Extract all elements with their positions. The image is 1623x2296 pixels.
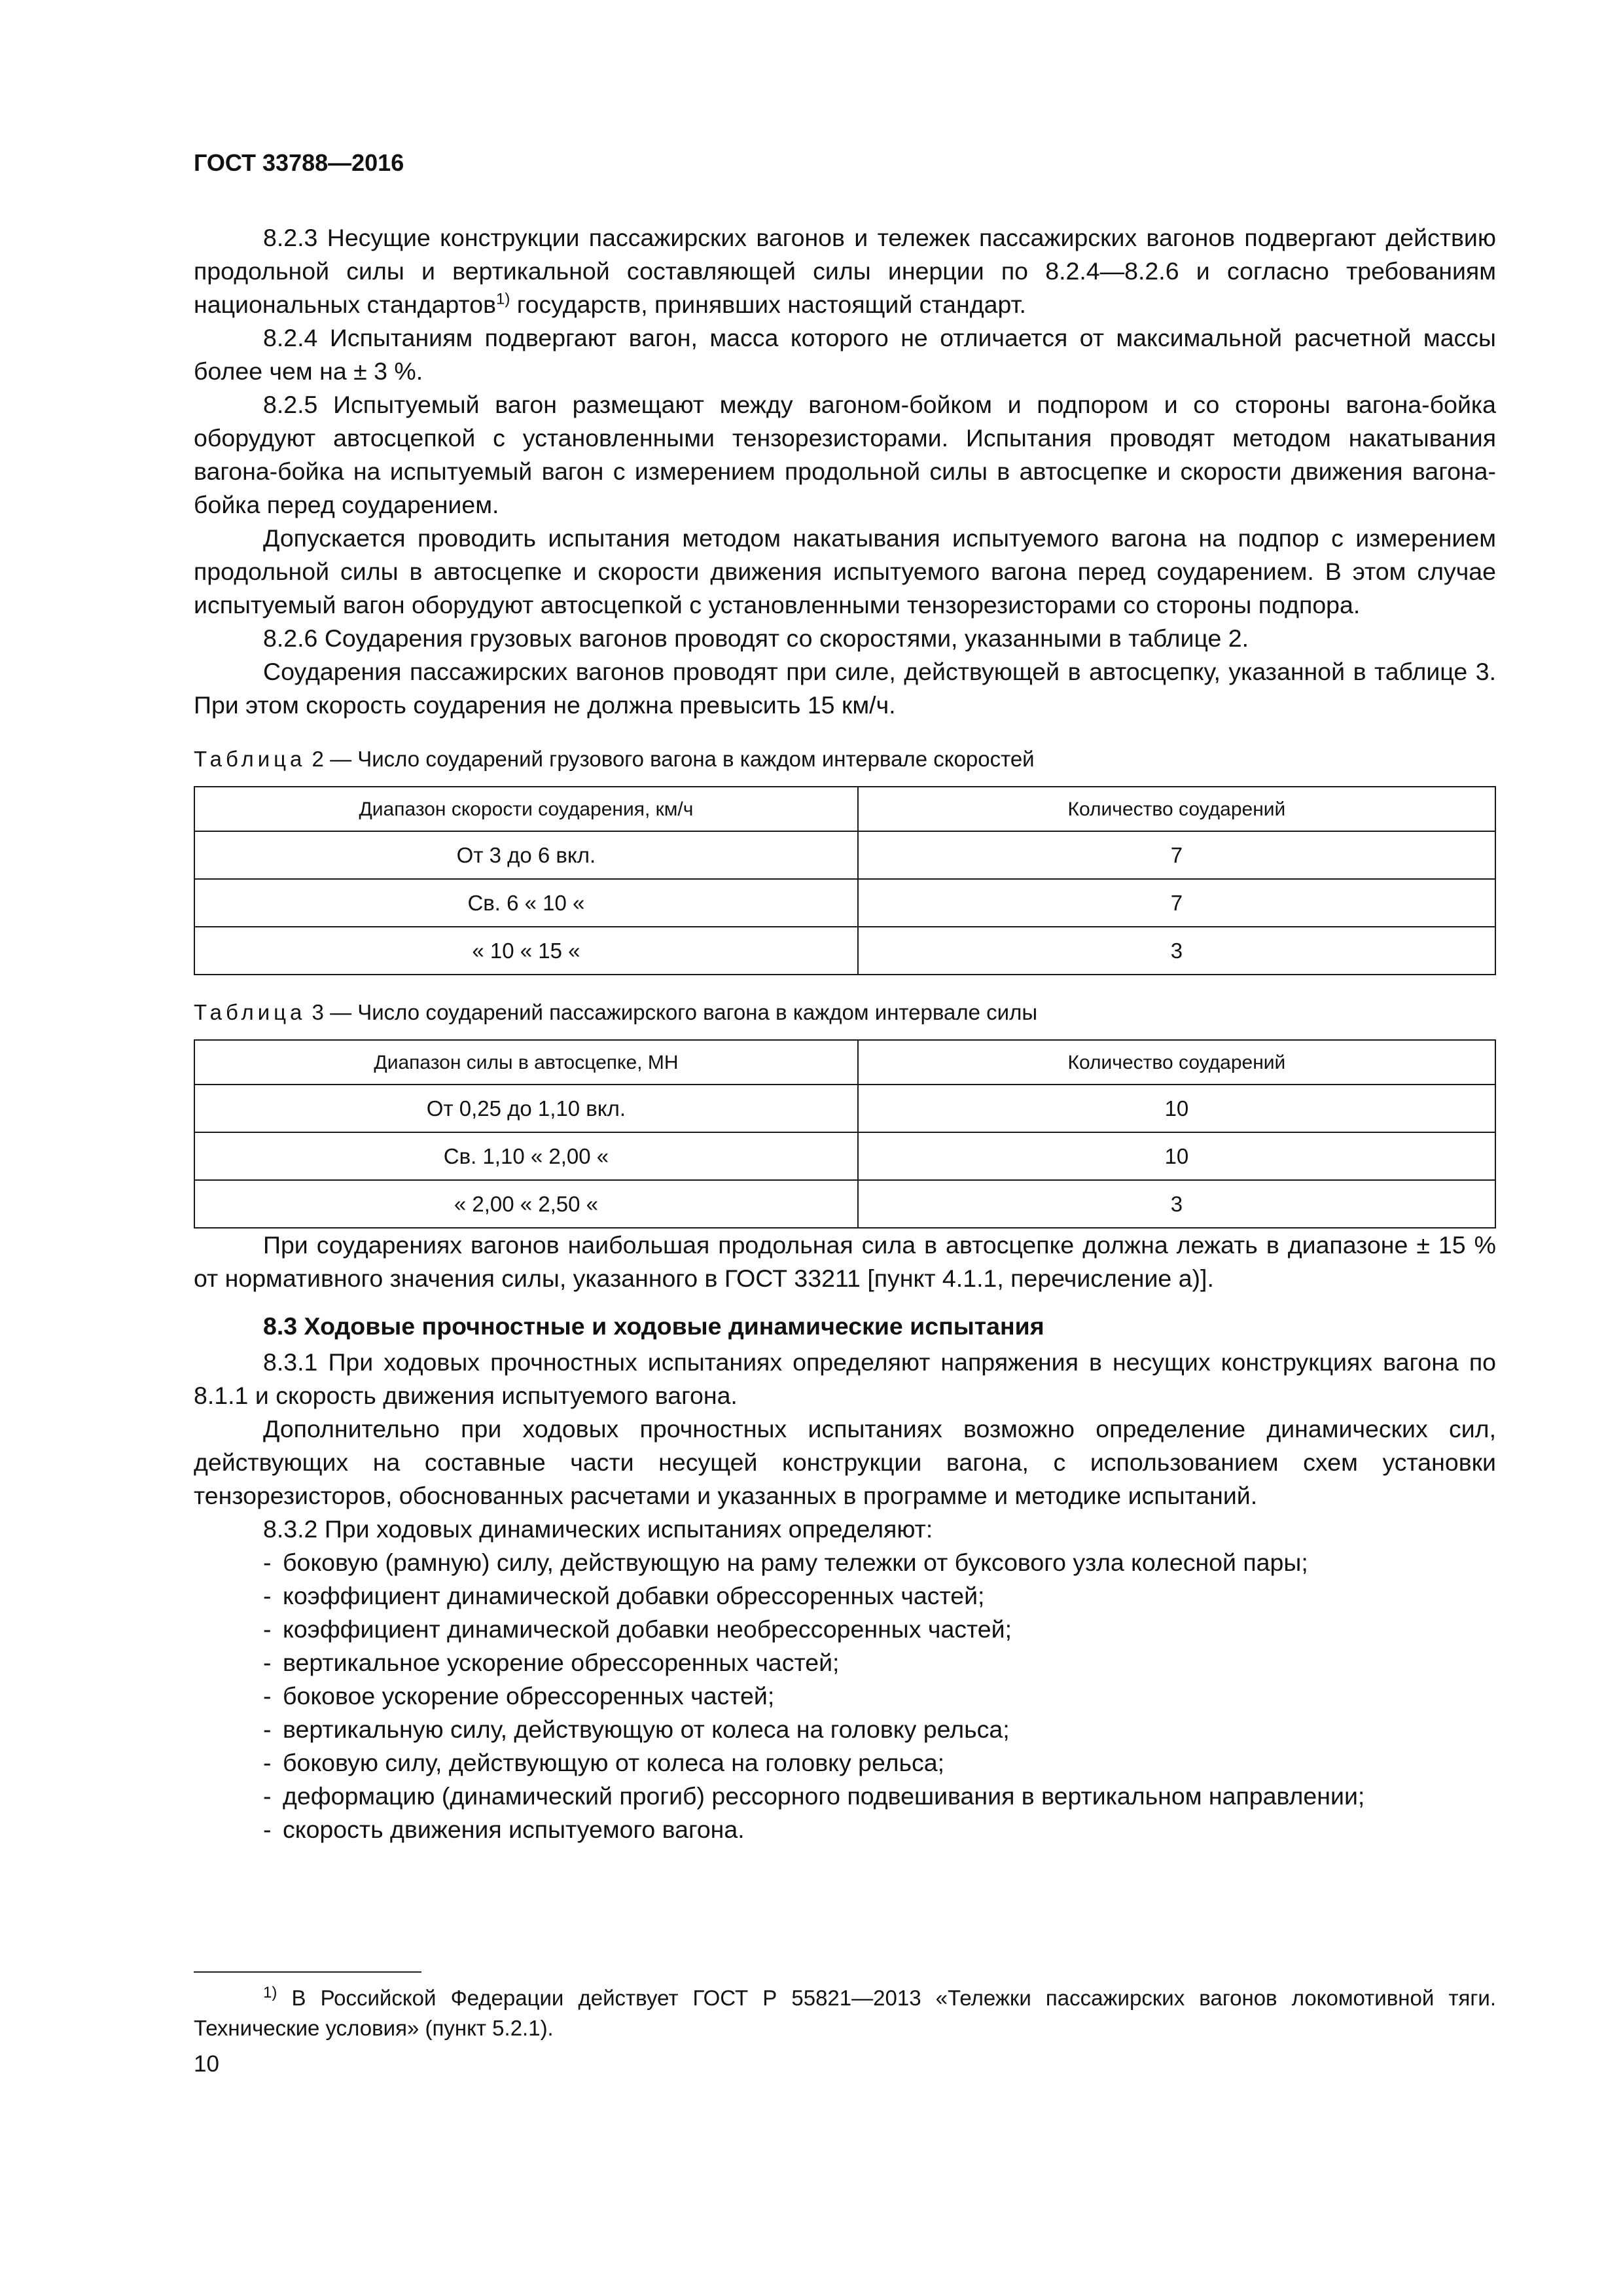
table-row [194, 1085, 1495, 1132]
list-item: - скорость движения испытуемого вагона. [263, 1816, 745, 1843]
list-item: - боковую (рамную) силу, действующую на раму тележки от буксового узла колесной пары; [263, 1549, 1308, 1576]
table-cell: « 2,00 « 2,50 « [194, 1180, 858, 1228]
table-row [194, 1180, 1495, 1228]
section-8-3-title: 8.3 Ходовые прочностные и ходовые динамические испытания [263, 1312, 1044, 1340]
document-body [194, 221, 1496, 1846]
table-row [194, 927, 1495, 975]
measurement-list [194, 1546, 1496, 1846]
footnote: $^{1)}$ В Российской Федерации действует ГОСТ Р 55821—2013 «Тележки пассажирских вагонов локомотивной тяги. Технические условия» (пункт 5.2.1). [194, 1984, 1496, 2040]
list-item: - вертикальную силу, действующую от колеса на головку рельса; [263, 1715, 1010, 1743]
table-cell: От 0,25 до 1,10 вкл. [194, 1085, 858, 1132]
table-2 [194, 786, 1496, 975]
paragraph-8-2-5-note: Допускается проводить испытания методом накатывания испытуемого вагона на подпор с измерением продольной силы в автосцепке и скорости движения испытуемого вагона перед соударением. В этом случае испытуемый вагон оборудуют автосцепкой с установленными тензорезисторами со стороны подпора. [194, 524, 1496, 619]
list-item: - деформацию (динамический прогиб) рессорного подвешивания в вертикальном направлении; [263, 1782, 1365, 1810]
table-cell: От 3 до 6 вкл. [194, 831, 858, 879]
table-cell: 7 [858, 831, 1495, 879]
table-row [194, 831, 1495, 879]
table-3-caption: Таблица 3 — Число соударений пассажирского вагона в каждом интервале силы [194, 1000, 1038, 1024]
list-item: - вертикальное ускорение обрессоренных частей; [263, 1649, 840, 1676]
paragraph-8-3-1: 8.3.1 При ходовых прочностных испытаниях определяют напряжения в несущих конструкциях вагона по 8.1.1 и скорость движения испытуемого вагона. [194, 1348, 1496, 1409]
document-header: ГОСТ 33788—2016 [194, 149, 404, 176]
table-header-row [194, 1040, 1495, 1085]
paragraph-8-2-6: 8.2.6 Соударения грузовых вагонов проводят со скоростями, указанными в таблице 2. [263, 624, 1249, 652]
paragraph-8-2-6-note: Соударения пассажирских вагонов проводят при силе, действующей в автосцепку, указанной в таблице 3. При этом скорость соударения не должна превысить 15 км/ч. [194, 658, 1496, 719]
list-item: - боковую силу, действующую от колеса на головку рельса; [263, 1749, 945, 1776]
table-cell: Св. 6 « 10 « [194, 879, 858, 927]
table-header-cell: Диапазон скорости соударения, км/ч [194, 787, 858, 831]
list-item: - боковое ускорение обрессоренных частей; [263, 1682, 775, 1710]
paragraph-8-3-2: 8.3.2 При ходовых динамических испытаниях определяют: [263, 1515, 933, 1543]
table-cell: 3 [858, 927, 1495, 975]
table-2-caption: Таблица 2 — Число соударений грузового вагона в каждом интервале скоростей [194, 747, 1035, 771]
footnote-divider [194, 1971, 421, 1973]
footnote-mark: 1) [263, 1984, 277, 2001]
paragraph-force-range: При соударениях вагонов наибольшая продольная сила в автосцепке должна лежать в диапазоне ± 15 % от нормативного значения силы, указанного в ГОСТ 33211 [пункт 4.1.1, перечисление а)]. [194, 1231, 1496, 1292]
table-cell: 7 [858, 879, 1495, 927]
table-header-cell: Количество соударений [858, 1040, 1495, 1085]
table-row [194, 1132, 1495, 1180]
table-cell: Св. 1,10 « 2,00 « [194, 1132, 858, 1180]
paragraph-8-2-5: 8.2.5 Испытуемый вагон размещают между вагоном-бойком и подпором и со стороны вагона-бойка оборудуют автосцепкой с установленными тензорезисторами. Испытания проводят методом накатывания вагона-бойка на испытуемый вагон с измерением продольной силы в автосцепке и скорости движения вагона-бойка перед соударением. [194, 391, 1496, 518]
page-number: 10 [194, 2051, 219, 2077]
table-cell: 10 [858, 1085, 1495, 1132]
paragraph-8-3-1-note: Дополнительно при ходовых прочностных испытаниях возможно определение динамических сил, действующих на составные части несущей конструкции вагона, с использованием схем установки тензорезисторов, обоснованных расчетами и указанных в программе и методике испытаний. [194, 1415, 1496, 1509]
table-header-cell: Диапазон силы в автосцепке, МН [194, 1040, 858, 1085]
table-row [194, 879, 1495, 927]
paragraph-8-2-4: 8.2.4 Испытаниям подвергают вагон, масса которого не отличается от максимальной расчетной массы более чем на ± 3 %. [194, 324, 1496, 385]
table-3 [194, 1039, 1496, 1229]
paragraph-8-2-3: 8.2.3 Несущие конструкции пассажирских вагонов и тележек пассажирских вагонов подвергают действию продольной силы и вертикальной составляющей силы инерции по 8.2.4—8.2.6 и согласно требованиям национальных стандартов$^{1)}$ государств, принявших настоящий стандарт. [194, 224, 1496, 318]
list-item: - коэффициент динамической добавки необрессоренных частей; [263, 1615, 1012, 1643]
table-header-row [194, 787, 1495, 831]
footnote-ref: 1) [496, 290, 510, 308]
table-cell: 10 [858, 1132, 1495, 1180]
table-header-cell: Количество соударений [858, 787, 1495, 831]
table-cell: « 10 « 15 « [194, 927, 858, 975]
table-cell: 3 [858, 1180, 1495, 1228]
list-item: - коэффициент динамической добавки обрессоренных частей; [263, 1582, 985, 1609]
